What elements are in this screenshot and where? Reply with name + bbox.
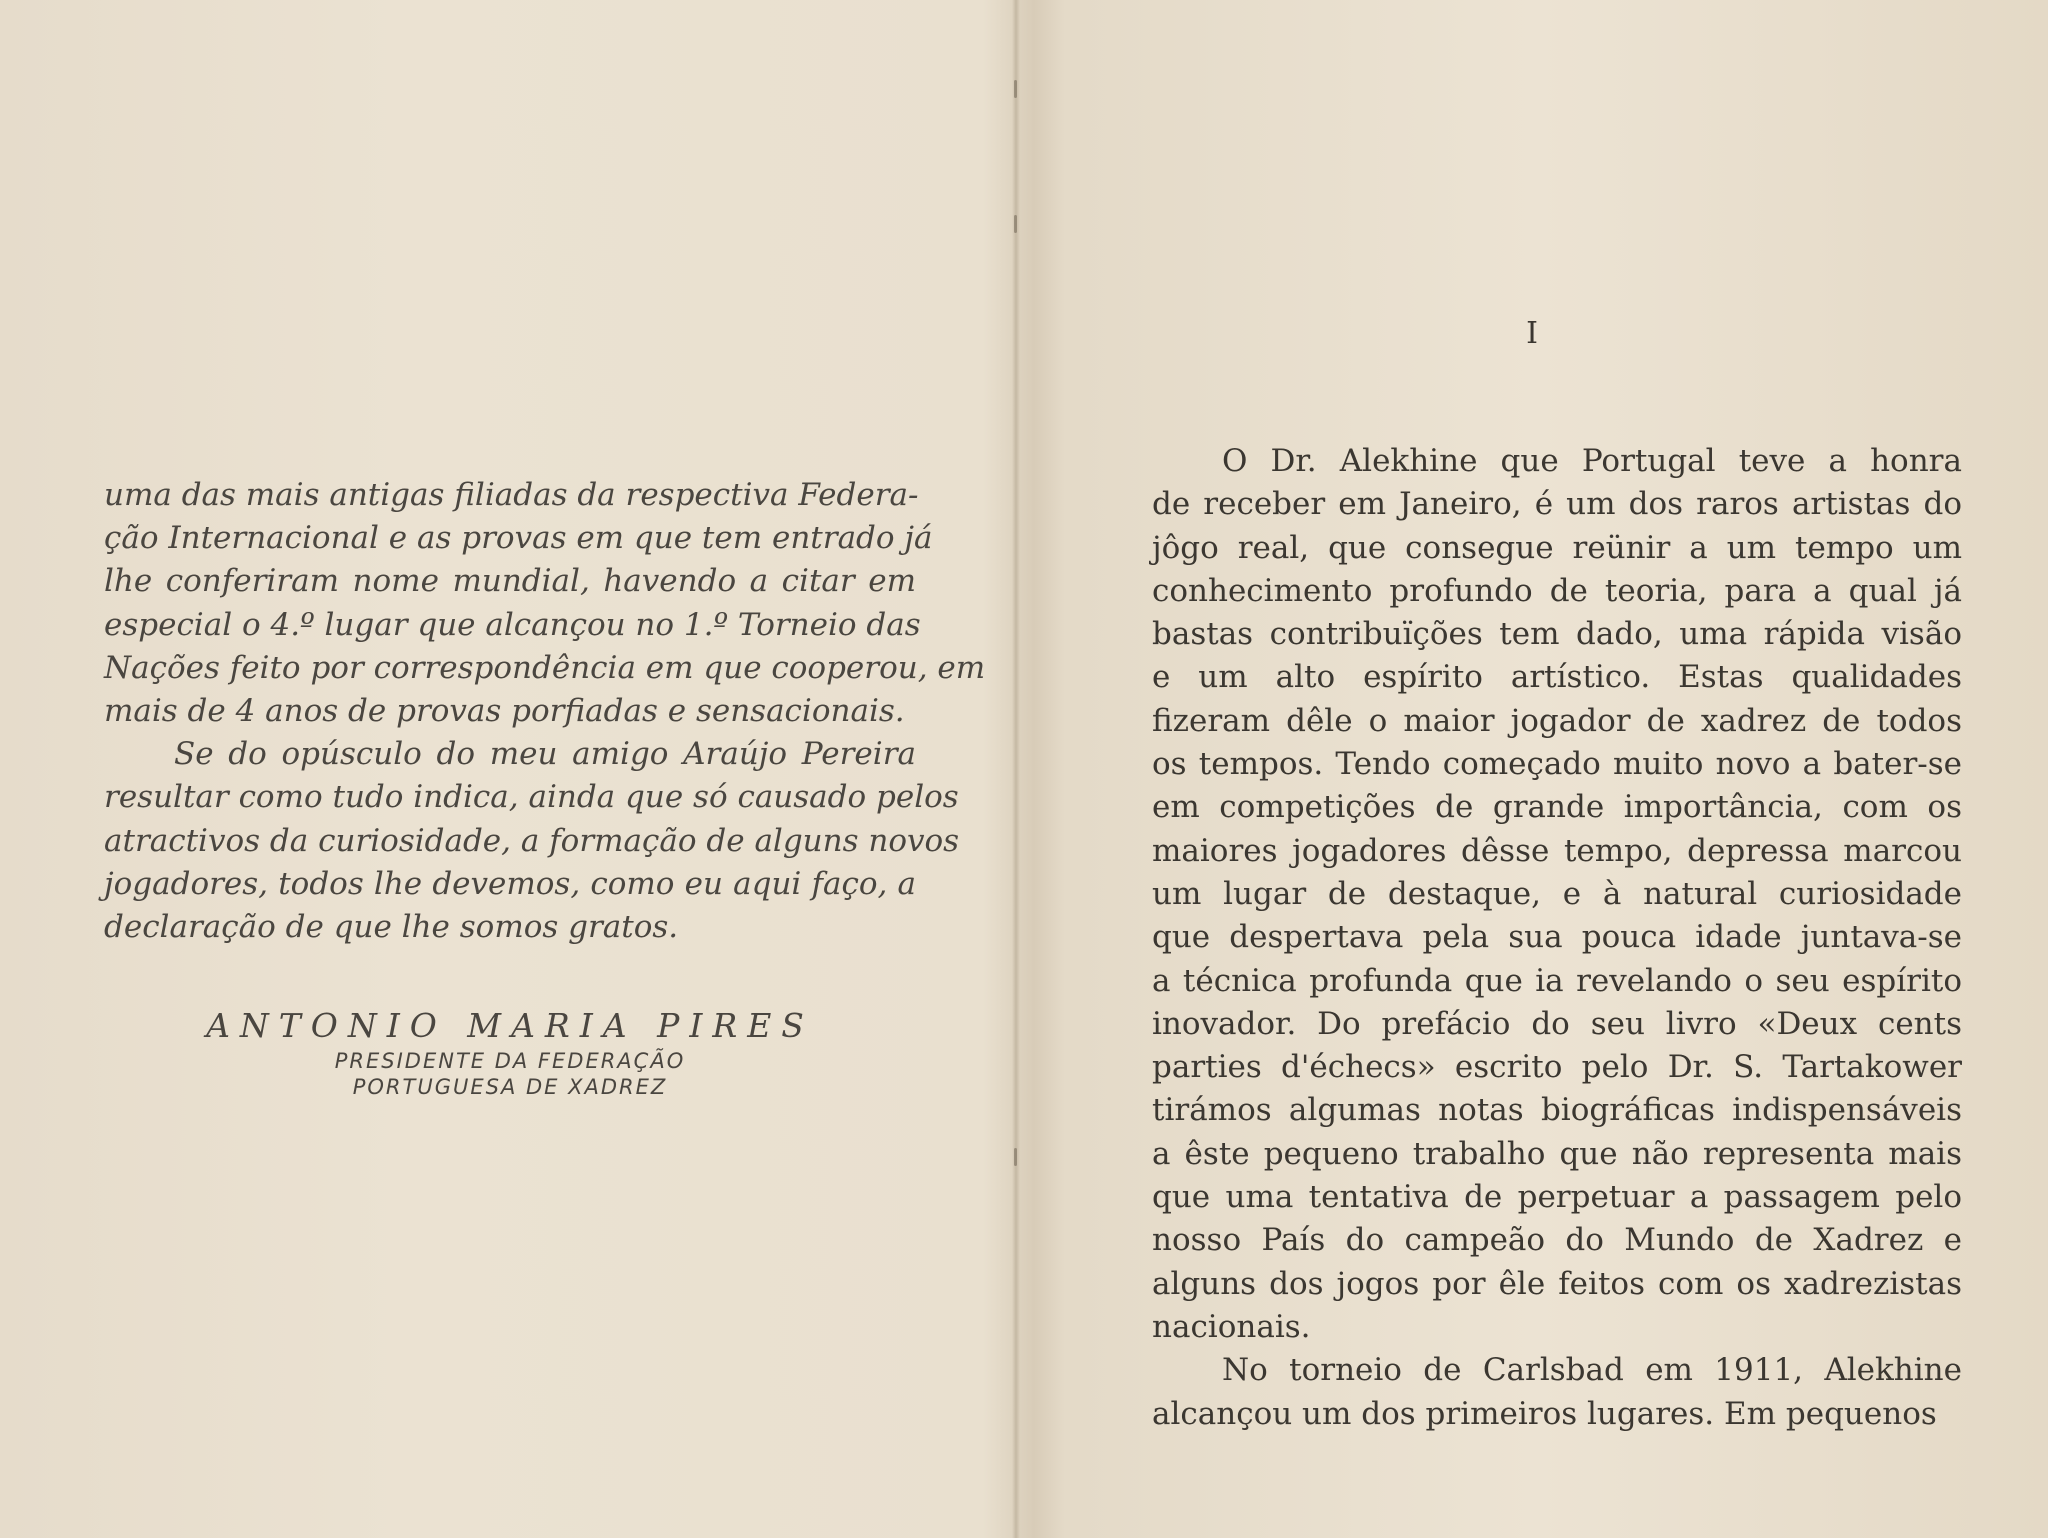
binding-mark (1014, 80, 1017, 98)
text-line: os tempos. Tendo começado muito novo a bater-se (1152, 746, 1962, 783)
text-line: que uma tentativa de perpetuar a passagem pelo (1152, 1179, 1962, 1216)
signature-title-line-1: PRESIDENTE DA FEDERAÇÃO (334, 1049, 686, 1073)
binding-mark (1014, 1148, 1017, 1166)
text-line: nacionais. (1152, 1308, 1311, 1345)
text-line: alcançou um dos primeiros lugares. Em pequenos (1152, 1395, 1937, 1432)
text-line: lhe conferiram nome mundial, havendo a citar em (104, 563, 916, 600)
text-line: jogadores, todos lhe devemos, como eu aqui faço, a (104, 865, 916, 902)
text-line: alguns dos jogos por êle feitos com os xadrezistas (1152, 1265, 1962, 1302)
left-page-body (104, 474, 986, 949)
text-line: parties d'échecs» escrito pelo Dr. S. Tartakower (1152, 1049, 1962, 1086)
text-line: mais de 4 anos de provas porfiadas e sensacionais. (104, 692, 905, 729)
chapter-number: I (1526, 316, 1538, 351)
text-line: que despertava pela sua pouca idade juntava-se (1152, 919, 1962, 956)
text-line: Se do opúsculo do meu amigo Araújo Pereira (174, 736, 916, 773)
text-line: a êste pequeno trabalho que não representa mais (1152, 1135, 1962, 1172)
text-line: em competições de grande importância, com os (1152, 789, 1962, 826)
text-line: uma das mais antigas filiadas da respectiva Federa- (104, 477, 919, 513)
right-page-body (1152, 440, 1962, 1436)
signature-title-line-2: PORTUGUESA DE XADREZ (352, 1075, 668, 1099)
signature-block (104, 1004, 916, 1100)
text-line: conhecimento profundo de teoria, para a qual já (1152, 572, 1962, 609)
binding-mark (1014, 215, 1017, 233)
text-line: fizeram dêle o maior jogador de xadrez de todos (1152, 702, 1962, 739)
text-line: Nações feito por correspondência em que cooperou, em (104, 649, 986, 686)
text-line: O Dr. Alekhine que Portugal teve a honra (1222, 443, 1962, 479)
text-line: atractivos da curiosidade, a formação de alguns novos (104, 822, 960, 859)
text-line: No torneio de Carlsbad em 1911, Alekhine (1222, 1352, 1962, 1389)
text-line: declaração de que lhe somos gratos. (104, 908, 679, 945)
text-line: nosso País do campeão do Mundo de Xadrez e (1152, 1222, 1962, 1259)
text-line: resultar como tudo indica, ainda que só causado pelos (104, 779, 959, 816)
text-line: e um alto espírito artístico. Estas qualidades (1152, 659, 1962, 696)
text-line: a técnica profunda que ia revelando o seu espírito (1152, 962, 1962, 999)
text-line: bastas contribuïções tem dado, uma rápida visão (1152, 616, 1962, 653)
text-line: um lugar de destaque, e à natural curiosidade (1152, 875, 1962, 912)
text-line: inovador. Do prefácio do seu livro «Deux cents (1152, 1005, 1962, 1042)
text-line: especial o 4.º lugar que alcançou no 1.º Torneio das (104, 606, 921, 643)
text-line: jôgo real, que consegue reünir a um tempo um (1152, 529, 1962, 566)
signature-name: ANTONIO MARIA PIRES (206, 1006, 814, 1045)
text-line: ção Internacional e as provas em que tem entrado já (104, 520, 933, 557)
text-line: maiores jogadores dêsse tempo, depressa marcou (1152, 832, 1962, 869)
text-line: de receber em Janeiro, é um dos raros artistas do (1152, 486, 1962, 523)
text-line: tirámos algumas notas biográficas indispensáveis (1152, 1092, 1962, 1129)
